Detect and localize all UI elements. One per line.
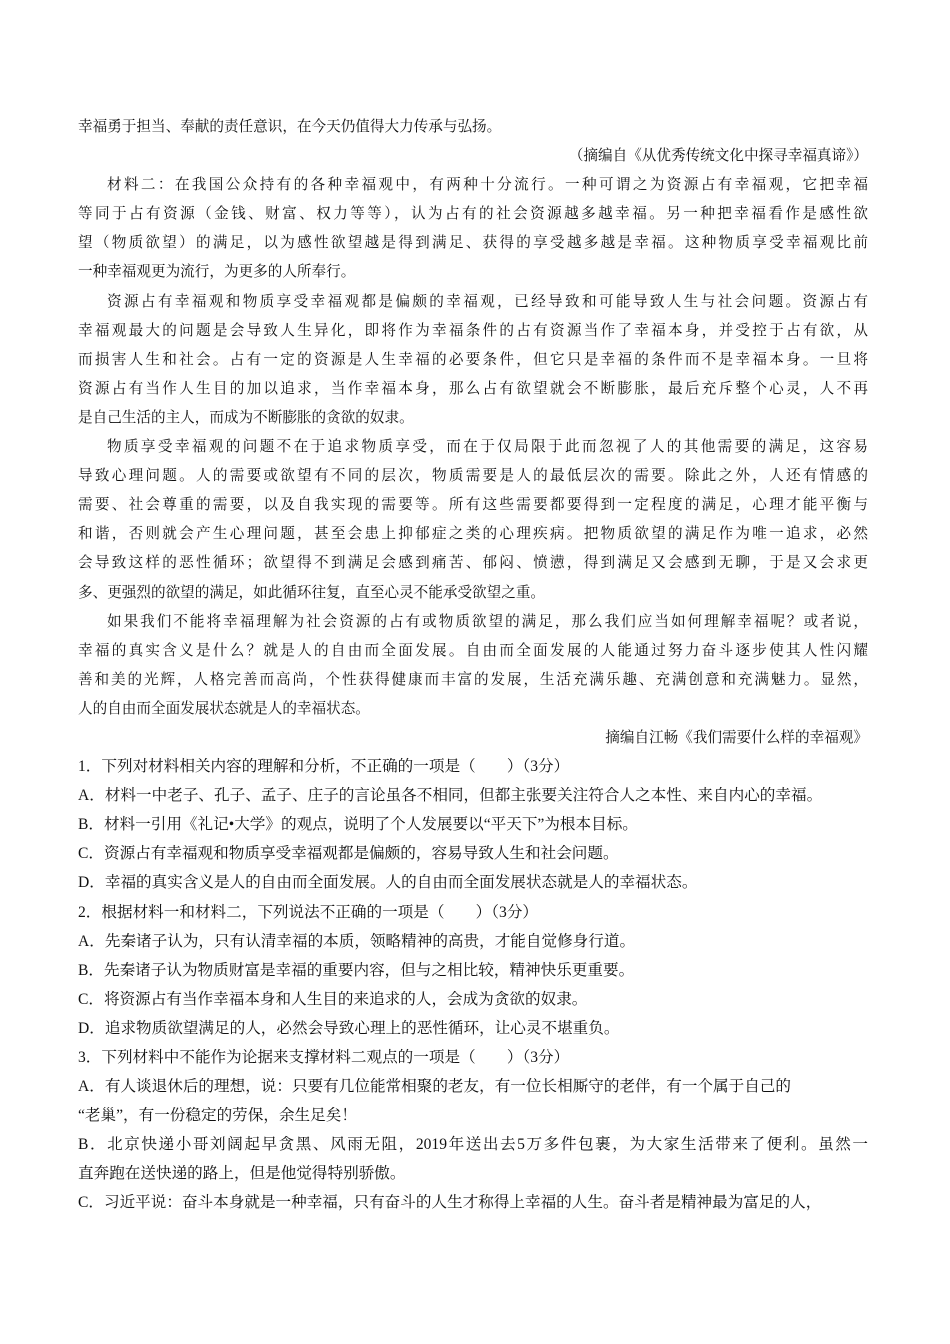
material-two-paragraph-3 [78,432,868,607]
source-citation-one: （摘编自《从优秀传统文化中探寻幸福真谛》） [568,147,868,165]
material-two-paragraph-2 [78,287,868,432]
text-line: 多、更强烈的欲望的满足，如此循环往复，直至心灵不能承受欲望之重。 [78,583,546,601]
text-line: 望（物质欲望）的满足，以为感性欲望越是得到满足、获得的享受越多越是幸福。这种物质享受幸福观比前 [78,234,868,252]
text-line: 一种幸福观更为流行，为更多的人所奉行。 [78,263,356,281]
material-two-paragraph-4 [78,607,868,723]
option-d: D．追求物质欲望满足的人，必然会导致心理上的恶性循环，让心灵不堪重负。 [78,1019,620,1037]
source-citation-two: 摘编自江畅《我们需要什么样的幸福观》 [605,728,868,746]
text-line: 会导致这样的恶性循环；欲望得不到满足会感到痛苦、郁闷、愤懑，得到满足又会感到无聊，于是又会求更 [78,554,868,572]
text-line: 资源占有幸福观和物质享受幸福观都是偏颇的幸福观，已经导致和可能导致人生与社会问题。资源占有 [107,292,868,310]
text-line: 幸福观最大的问题是会导致人生异化，即将作为幸福条件的占有资源当作了幸福本身，并受控于占有欲，从 [78,321,868,339]
text-line: 需要、社会尊重的需要，以及自我实现的需要等。所有这些需要都要得到一定程度的满足，心理才能平衡与 [78,496,868,514]
document-page [78,112,868,1218]
text-line: 是自己生活的主人，而成为不断膨胀的贪欲的奴隶。 [78,408,414,426]
text-line: 资源占有当作人生目的加以追求，当作幸福本身，那么占有欲望就会不断膨胀，最后充斥整个心灵，人不再 [78,379,868,397]
text-line: 导致心理问题。人的需要或欲望有不同的层次，物质需要是人的最低层次的需要。除此之外，人还有情感的 [78,467,868,485]
option-c: C．习近平说：奋斗本身就是一种幸福，只有奋斗的人生才称得上幸福的人生。奋斗者是精神最为富足的人， [78,1194,822,1212]
option-b-continued: 直奔跑在送快递的路上，但是他觉得特别骄傲。 [78,1165,406,1183]
text-line: 幸福的真实含义是什么？就是人的自由而全面发展。自由而全面发展的人能通过努力奋斗逐步使其人性闪耀 [78,641,868,659]
question-stem: 1．下列对材料相关内容的理解和分析，不正确的一项是（ ）（3分） [78,758,570,776]
text-line: 人的自由而全面发展状态就是人的幸福状态。 [78,699,370,717]
material-one-tail: 幸福勇于担当、奉献的责任意识，在今天仍值得大力传承与弘扬。 [78,118,502,135]
material-two-paragraph-1 [78,170,868,286]
question-stem: 2．根据材料一和材料二，下列说法不正确的一项是（ ）（3分） [78,903,539,921]
text-line: 等同于占有资源（金钱、财富、权力等等），认为占有的社会资源越多越幸福。另一种把幸福看作是感性欲 [78,205,868,223]
question-1 [78,752,868,897]
question-2 [78,898,868,1043]
option-c: C．资源占有幸福观和物质享受幸福观都是偏颇的，容易导致人生和社会问题。 [78,845,619,863]
text-line: 如果我们不能将幸福理解为社会资源的占有或物质欲望的满足，那么我们应当如何理解幸福呢？或者说， [107,612,868,630]
option-b: B．北京快递小哥刘阔起早贪黑、风雨无阻，2019年送出去5万多件包裹，为大家生活带来了便利。虽然一 [78,1136,868,1154]
text-line: 材料二：在我国公众持有的各种幸福观中，有两种十分流行。一种可谓之为资源占有幸福观，它把幸福 [107,176,868,194]
text-line: 和谐，否则就会产生心理问题，甚至会患上抑郁症之类的心理疾病。把物质欲望的满足作为唯一追求，必然 [78,525,868,543]
option-c: C．将资源占有当作幸福本身和人生目的来追求的人，会成为贪欲的奴隶。 [78,990,588,1008]
option-a-continued: “老巢”，有一份稳定的劳保，余生足矣！ [78,1107,357,1125]
question-stem: 3．下列材料中不能作为论据来支撑材料二观点的一项是（ ）（3分） [78,1049,570,1066]
text-line: 而损害人生和社会。占有一定的资源是人生幸福的必要条件，但它只是幸福的条件而不是幸福本身。一旦将 [78,350,868,368]
text-line: 善和美的光辉，人格完善而高尚，个性获得健康而丰富的发展，生活充满乐趣、充满创意和充满魅力。显然， [78,670,868,688]
text-line: 物质享受幸福观的问题不在于追求物质享受，而在于仅局限于此而忽视了人的其他需要的满足，这容易 [107,438,868,456]
option-a: A．有人谈退休后的理想，说：只要有几位能常相聚的老友，有一位长相厮守的老伴，有一个属于自己的 [78,1078,791,1096]
option-b: B．材料一引用《礼记•大学》的观点，说明了个人发展要以“平天下”为根本目标。 [78,816,638,834]
option-d: D．幸福的真实含义是人的自由而全面发展。人的自由而全面发展状态就是人的幸福状态。 [78,874,698,892]
option-b: B．先秦诸子认为物质财富是幸福的重要内容，但与之相比较，精神快乐更重要。 [78,961,635,979]
option-a: A．先秦诸子认为，只有认清幸福的本质，领略精神的高贵，才能自觉修身行道。 [78,932,636,950]
option-a: A．材料一中老子、孔子、孟子、庄子的言论虽各不相同，但都主张要关注符合人之本性、来自内心的幸福。 [78,787,823,805]
question-3 [78,1043,868,1218]
